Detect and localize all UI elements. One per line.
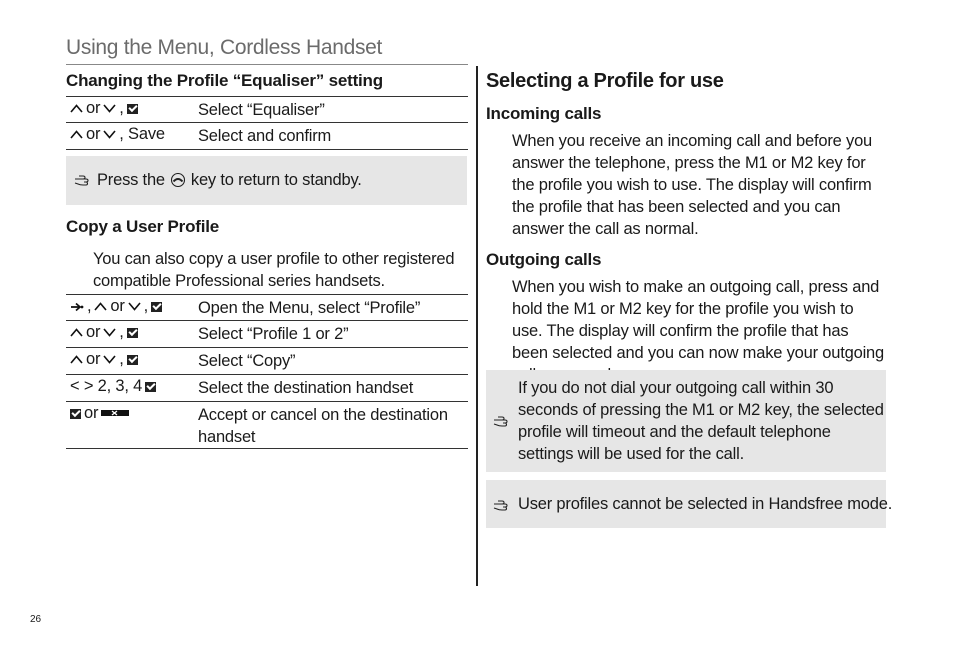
timeout-note [486,370,886,472]
down-arrow-icon [103,355,116,364]
key-or: or [110,297,125,315]
key-separator: , [87,297,92,315]
column-divider [476,66,478,586]
up-arrow-icon [70,355,83,364]
step-action: Select and confirm [198,127,332,145]
end-call-key-icon [170,173,186,187]
handsfree-note-text: User profiles cannot be selected in Handsfree mode. [518,495,893,513]
cancel-key-icon [101,410,129,418]
down-arrow-icon [103,104,116,113]
copy-profile-heading: Copy a User Profile [66,217,220,236]
key-sequence [70,350,138,369]
ok-key-icon [127,328,138,338]
key-suffix: , [119,350,124,368]
incoming-calls-text: When you receive an incoming call and before you answer the telephone, press the M1 or M2 key for the profile you wish to use. The display will confirm the profile that has been selected and you can answer the call as normal. [512,132,873,238]
key-sequence [70,323,138,342]
up-arrow-icon [70,328,83,337]
down-arrow-icon [103,130,116,139]
note-text-pre: Press the [97,171,165,189]
page-header-title: Using the Menu, Cordless Handset [66,36,383,59]
key-sequence [70,297,162,316]
table-row [66,320,468,347]
key-sequence [70,99,138,118]
step-action: Select the destination handset [198,379,414,397]
page-number: 26 [30,614,42,625]
up-arrow-icon [70,130,83,139]
key-or: or [84,404,99,422]
key-suffix: , Save [119,125,165,143]
key-or: or [86,125,101,143]
key-or: or [86,99,101,117]
key-sequence [70,377,156,396]
table-row [66,122,468,150]
handset-number-keys: < > 2, 3, 4 [70,377,143,395]
down-arrow-icon [103,328,116,337]
ok-key-icon [145,382,156,392]
pointing-hand-icon [493,414,511,428]
ok-key-icon [127,355,138,365]
step-action: Select “Copy” [198,352,296,370]
ok-key-icon [127,104,138,114]
incoming-calls-heading: Incoming calls [486,104,602,123]
up-arrow-icon [70,104,83,113]
menu-key-icon [70,302,84,312]
ok-key-icon [151,302,162,312]
outgoing-calls-heading: Outgoing calls [486,250,602,269]
step-action: Select “Equaliser” [198,101,325,119]
key-or: or [86,323,101,341]
step-action: Select “Profile 1 or 2” [198,325,349,343]
key-suffix: , [119,99,124,117]
down-arrow-icon [128,302,141,311]
step-action: Accept or cancel on the destination handset [198,406,448,446]
table-row [66,401,468,449]
pointing-hand-icon [74,173,92,187]
up-arrow-icon [94,302,107,311]
table-row [66,374,468,401]
copy-profile-intro: You can also copy a user profile to other registered compatible Professional series handsets. [93,250,455,290]
table-row [66,96,468,122]
equaliser-steps-table [66,96,468,150]
outgoing-calls-text: When you wish to make an outgoing call, press and hold the M1 or M2 key for the profile you wish to use. The display will confirm the profile that has been selected and you can now make your outgoing [512,278,884,362]
equaliser-heading: Changing the Profile “Equaliser” setting [66,71,383,90]
key-suffix: , [119,323,124,341]
key-or: or [86,350,101,368]
timeout-note-text: If you do not dial your outgoing call within 30 seconds of pressing the M1 or M2 key, the selected profile will timeout and the default telephone settings will be used for the call. [518,379,884,463]
table-row [66,294,468,320]
key-sequence [70,125,165,144]
key-sequence [70,404,129,423]
copy-steps-table [66,294,468,449]
header-divider [66,64,468,65]
table-row [66,347,468,374]
note-text-post: key to return to standby. [190,171,362,189]
ok-key-icon [70,409,81,419]
pointing-hand-icon [493,498,511,512]
key-suffix: , [143,297,149,315]
select-profile-heading: Selecting a Profile for use [486,70,724,92]
standby-note [66,156,467,205]
handsfree-note [486,480,893,528]
step-action: Open the Menu, select “Profile” [198,299,421,317]
